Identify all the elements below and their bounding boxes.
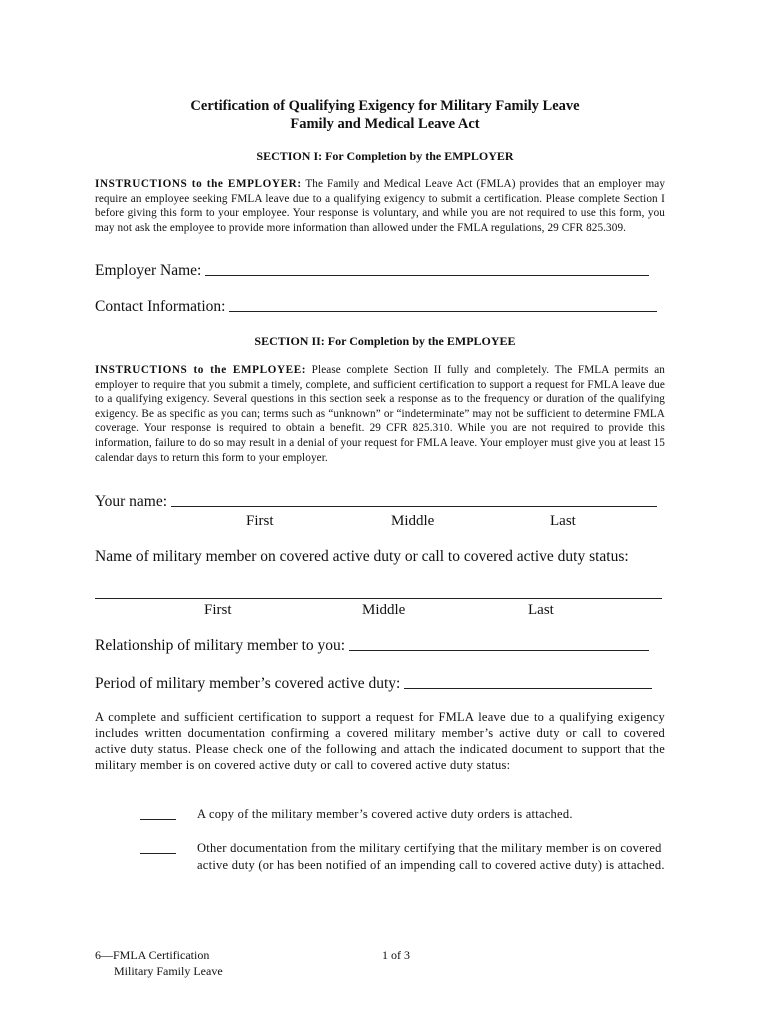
footer-form-sub: Military Family Leave [114, 964, 223, 978]
footer-form-id: 6—FMLA Certification [95, 948, 210, 962]
military-member-label: Name of military member on covered active duty or call to covered active duty status: [95, 548, 629, 565]
option-1-checkbox[interactable] [140, 818, 176, 820]
relationship-field[interactable] [95, 637, 649, 655]
your-name-line[interactable] [171, 505, 657, 507]
page-number: 1 of 3 [382, 948, 410, 962]
option-2-text: Other documentation from the military certifying that the military member is on covered active duty (or has been notified of an impending call to covered active duty) is attached. [197, 841, 665, 872]
section-2-heading: SECTION II: For Completion by the EMPLOYEE [254, 334, 516, 348]
your-name-label: Your name: [95, 493, 168, 510]
military-member-name-line[interactable] [95, 597, 662, 599]
employee-instructions-label: INSTRUCTIONS to the EMPLOYEE: [95, 364, 307, 376]
certification-paragraph: A complete and sufficient certification to support a request for FMLA leave due to a qualifying exigency includes written documentation confirming a covered military member’s active duty or call to covered active duty status. Please check one of the following and attach the indicated document to support that the military member is on covered active duty or call to covered active duty status: [95, 710, 665, 772]
contact-info-field[interactable] [95, 298, 657, 316]
option-2-checkbox[interactable] [140, 852, 176, 854]
member-first-caption: First [204, 602, 232, 618]
option-1-text: A copy of the military member’s covered active duty orders is attached. [197, 807, 573, 821]
period-line[interactable] [404, 687, 652, 689]
your-name-field[interactable] [95, 493, 657, 511]
employer-instructions-text: The Family and Medical Leave Act (FMLA) provides that an employer may require an employee seeking FMLA leave due to a qualifying exigency to submit a certification. Please complete Section I before giving this form to your employee. Your response is voluntary, and while you are not required to use this form, you may not ask the employee to provide more information than allowed under the FMLA regulations, 29 CFR 825.309. [95, 178, 666, 234]
employee-instructions-text: Please complete Section II fully and completely. The FMLA permits an employer to require that you submit a timely, complete, and sufficient certification to support a request for FMLA leave due to a qualifying exigency. Several questions in this section seek a response as to the frequency or duration of the qualifying exigency. Be as specific as you can; terms such as “unknown” or “indeterminate” may not be sufficient to determine FMLA coverage. Your response is required to obtain a benefit. 29 CFR 825.310. While you are not required to provide this information, failure to do so may result in a denial of your request for FMLA leave. Your employer must give you at least 15 calendar days to return this form to your employer. [95, 364, 665, 464]
relationship-label: Relationship of military member to you: [95, 637, 346, 654]
member-last-caption: Last [528, 602, 554, 618]
member-middle-caption: Middle [362, 602, 406, 618]
contact-info-label: Contact Information: [95, 298, 226, 315]
employer-instructions [95, 177, 665, 235]
employer-name-line[interactable] [205, 274, 649, 276]
form-subtitle: Family and Medical Leave Act [290, 116, 480, 132]
employee-instructions [95, 363, 665, 465]
relationship-line[interactable] [349, 649, 649, 651]
contact-info-line[interactable] [229, 310, 657, 312]
period-field[interactable] [95, 675, 652, 693]
employer-name-label: Employer Name: [95, 262, 202, 279]
employer-name-field[interactable] [95, 262, 649, 280]
form-title: Certification of Qualifying Exigency for Military Family Leave [190, 98, 580, 114]
period-label: Period of military member’s covered active duty: [95, 675, 401, 692]
employer-instructions-label: INSTRUCTIONS to the EMPLOYER: [95, 178, 302, 190]
section-1-heading: SECTION I: For Completion by the EMPLOYER [256, 149, 514, 163]
your-name-last-caption: Last [550, 513, 576, 529]
your-name-middle-caption: Middle [391, 513, 435, 529]
your-name-first-caption: First [246, 513, 274, 529]
